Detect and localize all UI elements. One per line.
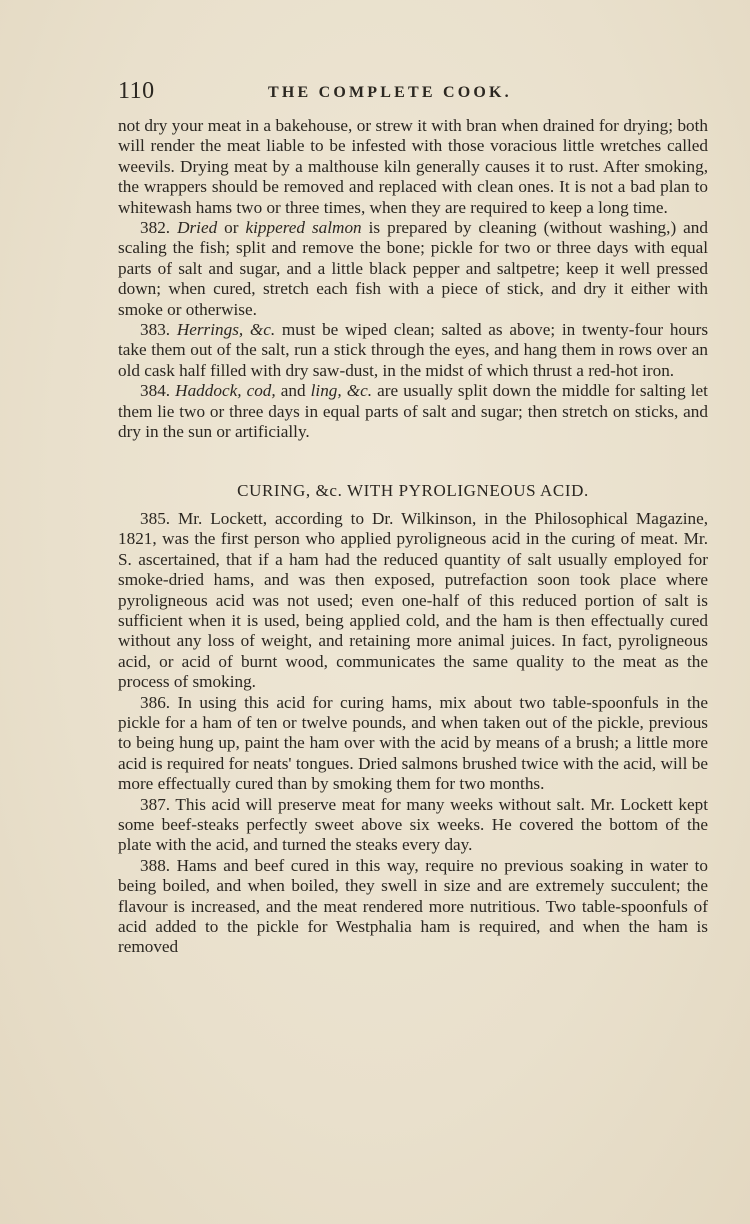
italic-term: Herrings, &c. [176,320,276,340]
italic-term: Haddock, cod, [175,381,276,401]
paragraph-386: 386. In using this acid for curing hams, mix about two table-spoonfuls in the pickle for a ham of ten or twelve pounds, and when taken out of the pickle, previous to being hung up, paint the ham over with the acid by means of a brush; a little more acid is required for neats' tongues. Dried salmons brushed twice with the acid, will be more effectually cured than by smoking them for two months. [118,692,708,794]
italic-term: ling, &c. [310,381,373,401]
paragraph-number: 383. [140,320,171,340]
paragraph-383 [118,320,708,381]
paragraph-number: 384. [140,381,171,401]
paragraph-number: 382. [140,218,171,238]
paragraph-382 [118,218,708,320]
paragraph-text: are usually split down the middle for salting let them lie two or three days in equal parts of salt and sugar; then stretch on sticks, and dry in the sun or artificially. [118,381,708,442]
paragraph-text: must be wiped clean; salted as above; in twenty-four hours take them out of the salt, run a stick through the eyes, and hang them in rows over an old cask half filled with dry saw-dust, in the midst of which thrust a red-hot iron. [118,320,709,380]
page-number: 110 [118,78,155,104]
paragraph-continued: not dry your meat in a bakehouse, or strew it with bran when drained for drying; both will render the meat liable to be infested with those voracious little wretches called weevils. Drying meat by a malthouse kiln generally causes it to rust. After smoking, the wrappers should be removed and replaced with clean ones. It is not a bad plan to whitewash hams two or three times, when they are required to keep a long time. [118,116,708,217]
paragraph-387: 387. This acid will preserve meat for many weeks without salt. Mr. Lockett kept some beef-steaks perfectly sweet above six weeks. He covered the bottom of the plate with the acid, and turned the steaks every day. [118,794,708,855]
paragraph-text: or [217,218,246,238]
paragraph-text: and [275,381,311,401]
italic-term: kippered salmon [245,218,362,238]
section-heading: CURING, &c. WITH PYROLIGNEOUS ACID. [237,480,589,500]
paragraph-text: is prepared by cleaning (without washing,) and scaling the fish; split and remove the bone; pickle for two or three days with equal parts of salt and sugar, and a little black pepper and saltpetre; keep it well pressed down; when cured, stretch each fish with a piece of stick, and dry it either with smoke or otherwise. [118,218,708,319]
page-header [118,78,708,110]
body-text [118,116,708,958]
paragraph-384 [118,381,708,442]
running-title: THE COMPLETE COOK. [268,84,512,101]
paragraph-388: 388. Hams and beef cured in this way, require no previous soaking in water to being boiled, and when boiled, they swell in size and are extremely succulent; the flavour is increased, and the meat rendered more nutritious. Two table-spoonfuls of acid added to the pickle for Westphalia ham is required, and when the ham is removed [118,855,708,957]
paragraph-385: 385. Mr. Lockett, according to Dr. Wilkinson, in the Philosophical Magazine, 1821, was the first person who applied pyroligneous acid in the curing of meat. Mr. S. ascertained, that if a ham had the reduced quantity of salt usually employed for smoke-dried hams, and was then exposed, putrefaction soon took place where pyroligneous acid was not used; even one-half of this reduced portion of salt is sufficient when it is used, being applied cold, and the ham is then effectually cured without any loss of weight, and retaining more animal juices. In fact, pyroligneous acid, or acid of burnt wood, communicates the same quality to the meat as the process of smoking. [118,508,708,692]
italic-term: Dried [177,218,218,238]
